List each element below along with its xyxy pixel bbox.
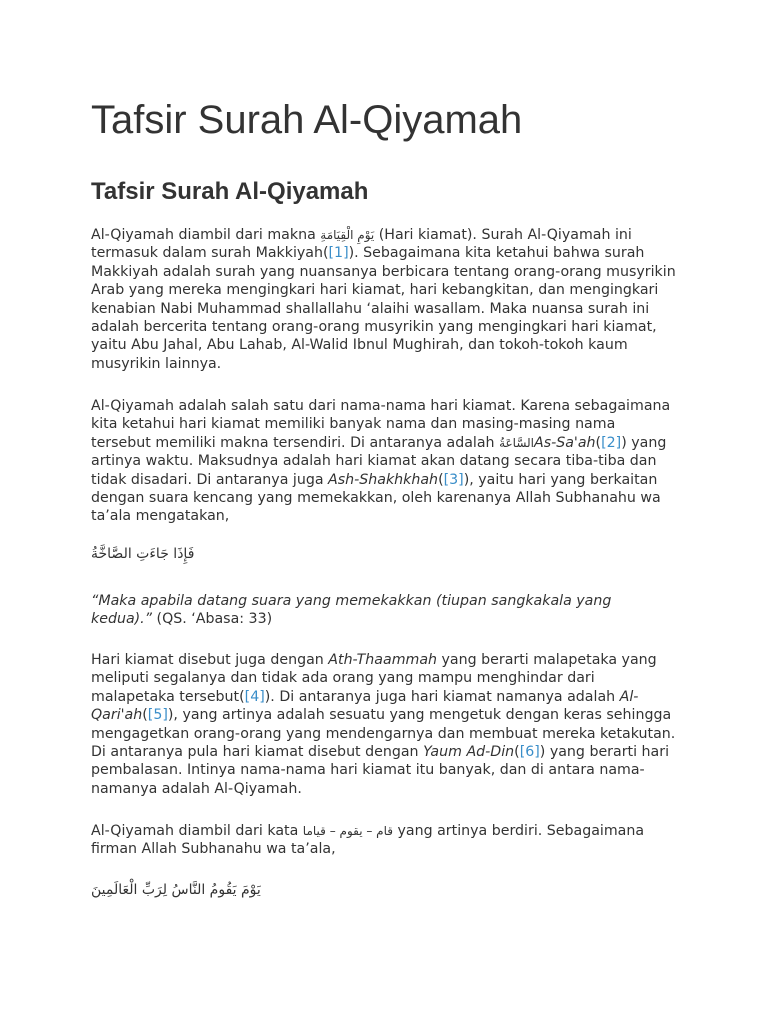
section-heading: Tafsir Surah Al-Qiyamah bbox=[91, 178, 369, 205]
term-ash-shakhkhah: Ash-Shakhkhah bbox=[328, 471, 439, 488]
quran-verse-abasa-33: فَإِذَا جَاءَتِ الصَّاخَّةُ bbox=[91, 546, 195, 562]
text: Al-Qiyamah diambil dari kata bbox=[91, 823, 303, 839]
text: Al-Qiyamah adalah salah satu dari nama-nama hari kiamat. Karena sebagaimana kita ketahui hari kiamat memiliki banyak nama dan masing-masing nama tersebut memiliki makna tersendiri. Di antaranya adalah bbox=[91, 398, 671, 451]
verse-reference: (QS. ‘Abasa: 33) bbox=[152, 611, 273, 628]
term-ath-thaammah: Ath-Thaammah bbox=[328, 652, 438, 668]
arabic-phrase: يَوْمِ الْقِيَامَةِ bbox=[320, 228, 375, 242]
text: ). Sebagaimana kita ketahui bahwa surah Makkiyah adalah surah yang nuansanya berbicara tentang orang-orang musyrikin Arab yang mereka mengingkari hari kiamat, hari kebangkitan, dan mengingkari kenabian Nabi Muhammad shallallahu ‘alaihi wasallam. Maka nuansa surah ini adalah bercerita tentang orang-orang musyrikin yang mengingkari hari kiamat, yaitu Abu Jahal, Abu Lahab, Al-Walid Ibnul Mughirah, dan tokoh-tokoh kaum musyrikin lainnya. bbox=[91, 245, 676, 372]
translation-text: “Maka apabila datang suara yang memekakkan (tiupan sangkakala yang kedua).” bbox=[91, 593, 612, 628]
text: Hari kiamat disebut juga dengan bbox=[91, 652, 329, 668]
text: yang artinya berdiri. Sebagaimana firman Allah Subhanahu wa ta’ala, bbox=[91, 823, 645, 858]
footnote-link-4[interactable]: [4] bbox=[244, 688, 265, 705]
paragraph-4 bbox=[91, 651, 676, 798]
term-yaum-ad-din: Yaum Ad-Din bbox=[423, 744, 515, 761]
quran-verse-mutaffifin-6: يَوْمَ يَقُومُ النَّاسُ لِرَبِّ الْعَالَمِينَ bbox=[91, 882, 261, 898]
text: yang berarti malapetaka yang meliputi segalanya dan tidak ada orang yang mampu menghindar dari malapetaka tersebut( bbox=[91, 652, 657, 705]
text: ( bbox=[438, 471, 444, 488]
text: ) yang berarti hari pembalasan. Intinya nama-nama hari kiamat itu banyak, dan di antara nama-namanya adalah Al-Qiyamah. bbox=[91, 744, 670, 797]
text: Al-Qiyamah diambil dari makna bbox=[91, 227, 321, 243]
term-as-saah: As-Sa'ah bbox=[534, 434, 596, 451]
text: ). Di antaranya juga hari kiamat namanya adalah bbox=[264, 688, 620, 705]
text: (Hari kiamat). Surah Al-Qiyamah ini termasuk dalam surah Makkiyah( bbox=[91, 227, 632, 262]
paragraph-1 bbox=[91, 226, 676, 373]
footnote-link-3[interactable]: [3] bbox=[443, 471, 464, 488]
footnote-link-6[interactable]: [6] bbox=[519, 744, 540, 761]
text: ( bbox=[142, 707, 148, 724]
text: ) yang artinya waktu. Maksudnya adalah hari kiamat akan datang secara tiba-tiba dan tidak disadari. Di antaranya juga bbox=[91, 434, 667, 488]
text: ), yang artinya adalah sesuatu yang mengetuk dengan keras sehingga mengagetkan orang-orang yang mendengarnya dan membuat mereka ketakutan. Di antaranya pula hari kiamat disebut dengan bbox=[91, 707, 676, 761]
text: ), yaitu hari yang berkaitan dengan suara kencang yang memekakkan, oleh karenanya Allah Subhanahu wa ta’ala mengatakan, bbox=[91, 471, 661, 525]
paragraph-5 bbox=[91, 822, 676, 859]
arabic-phrase: السَّاعَةُ bbox=[499, 435, 535, 450]
verse-translation bbox=[91, 592, 676, 629]
text: ( bbox=[514, 744, 520, 761]
term-al-qariah: Al-Qari'ah bbox=[91, 688, 639, 724]
document-title: Tafsir Surah Al-Qiyamah bbox=[91, 98, 523, 142]
footnote-link-5[interactable]: [5] bbox=[147, 707, 168, 724]
arabic-phrase: قام – يقوم – قياما bbox=[302, 824, 393, 838]
footnote-link-2[interactable]: [2] bbox=[601, 434, 622, 451]
text: ( bbox=[595, 434, 602, 451]
paragraph-2 bbox=[91, 397, 676, 526]
footnote-link-1[interactable]: [1] bbox=[328, 245, 349, 262]
